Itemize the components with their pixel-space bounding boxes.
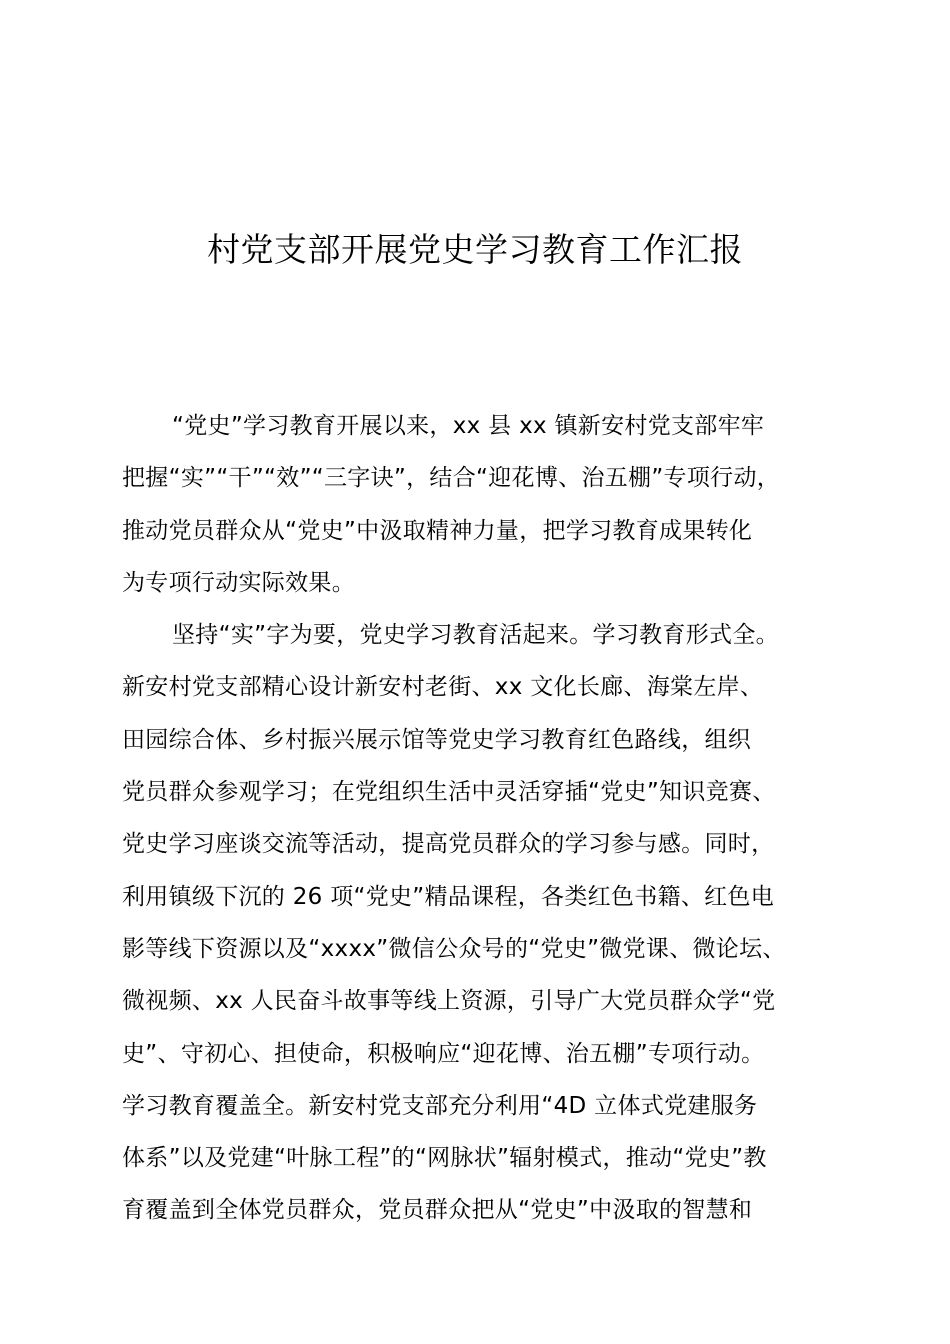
document-body xyxy=(122,400,857,1237)
paragraph-line: “党史”学习教育开展以来，xx 县 xx 镇新安村党支部牢牢 xyxy=(172,413,765,439)
document-title: 村党支部开展党史学习教育工作汇报 xyxy=(207,230,743,269)
paragraph-line: 学习教育覆盖全。新安村党支部充分利用“4D 立体式党建服务 xyxy=(122,1092,758,1119)
paragraph-line: 育覆盖到全体党员群众，党员群众把从“党史”中汲取的智慧和 xyxy=(122,1197,753,1224)
paragraph-line: 坚持“实”字为要，党史学习教育活起来。学习教育形式全。 xyxy=(172,622,779,649)
paragraph-line: 影等线下资源以及“xxxx”微信公众号的“党史”微党课、微论坛、 xyxy=(122,935,786,962)
paragraph-line: 新安村党支部精心设计新安村老街、xx 文化长廊、海棠左岸、 xyxy=(122,674,764,701)
paragraph-line: 体系”以及党建“叶脉工程”的“网脉状”辐射模式，推动“党史”教 xyxy=(122,1145,767,1172)
paragraph-line: 党史学习座谈交流等活动，提高党员群众的学习参与感。同时， xyxy=(122,831,775,858)
paragraph-line: 利用镇级下沉的 26 项“党史”精品课程，各类红色书籍、红色电 xyxy=(122,883,775,910)
paragraph-line: 微视频、xx 人民奋斗故事等线上资源，引导广大党员群众学“党 xyxy=(122,988,776,1015)
paragraph-line: 为专项行动实际效果。 xyxy=(122,569,355,596)
paragraph-line: 党员群众参观学习；在党组织生活中灵活穿插“党史”知识竞赛、 xyxy=(122,779,776,806)
paragraph-line: 把握“实”“干”“效”“三字诀”，结合“迎花博、治五棚”专项行动， xyxy=(122,465,781,492)
paragraph-line: 田园综合体、乡村振兴展示馆等党史学习教育红色路线，组织 xyxy=(122,726,752,753)
paragraph-line: 推动党员群众从“党史”中汲取精神力量，把学习教育成果转化 xyxy=(122,517,753,544)
paragraph-line: 史”、守初心、担使命，积极响应“迎花博、治五棚”专项行动。 xyxy=(122,1040,765,1067)
